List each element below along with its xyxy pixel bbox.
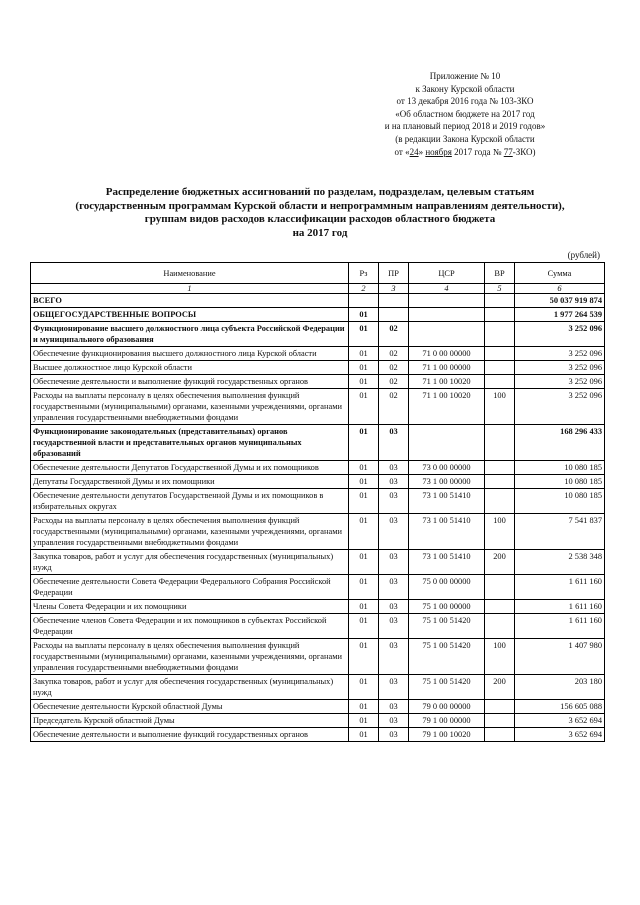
cell-pr: 03 [379,575,409,600]
cell-csr: 75 1 00 51420 [409,639,485,675]
cell-rz: 01 [349,614,379,639]
table-row [31,347,605,361]
cell-name: Председатель Курской областной Думы [31,714,349,728]
date-month: ноября [425,146,452,157]
column-numbering-row [31,284,605,294]
cell-rz: 01 [349,489,379,514]
header-name: Наименование [31,263,349,284]
table-row [31,675,605,700]
cell-vr: 100 [485,514,515,550]
table-row [31,700,605,714]
cell-rz: 01 [349,514,379,550]
cell-sum: 1 407 980 [515,639,605,675]
cell-vr [485,728,515,742]
date-day: 24 [409,146,419,157]
cell-vr [485,600,515,614]
appendix-line: от 13 декабря 2016 года № 103-ЗКО [396,96,534,107]
cell-name: Члены Совета Федерации и их помощники [31,600,349,614]
cell-rz: 01 [349,675,379,700]
cell-pr [379,308,409,322]
cell-pr: 03 [379,714,409,728]
cell-sum: 10 080 185 [515,489,605,514]
appendix-date-line [330,146,600,159]
cell-pr: 03 [379,700,409,714]
cell-rz: 01 [349,308,379,322]
cell-csr [409,322,485,347]
cell-sum: 3 252 096 [515,389,605,425]
table-row [31,614,605,639]
cell-pr: 03 [379,550,409,575]
cell-sum: 1 977 264 539 [515,308,605,322]
cell-pr: 03 [379,514,409,550]
cell-csr: 71 1 00 10020 [409,375,485,389]
cell-pr: 03 [379,475,409,489]
cell-name: Обеспечение деятельности Совета Федерации Федерального Собрания Российской Федерации [31,575,349,600]
law-number: 77 [503,146,513,157]
cell-name: ОБЩЕГОСУДАРСТВЕННЫЕ ВОПРОСЫ [31,308,349,322]
budget-table [30,262,605,742]
cell-sum: 3 252 096 [515,347,605,361]
col-number: 3 [379,284,409,294]
cell-name: Функционирование законодательных (представительных) органов государственной власти и представительных органов муниципальных образований [31,425,349,461]
date-year: 2017 года № [451,146,504,157]
cell-sum: 50 037 919 874 [515,294,605,308]
header-csr: ЦСР [409,263,485,284]
cell-rz: 01 [349,700,379,714]
cell-vr: 100 [485,639,515,675]
cell-csr: 73 1 00 51410 [409,489,485,514]
cell-vr [485,347,515,361]
cell-sum: 1 611 160 [515,600,605,614]
cell-rz: 01 [349,728,379,742]
appendix-line: к Закону Курской области [415,83,515,94]
col-number: 4 [409,284,485,294]
cell-pr: 03 [379,425,409,461]
cell-csr: 79 0 00 00000 [409,700,485,714]
cell-pr: 03 [379,675,409,700]
table-row [31,514,605,550]
cell-rz [349,294,379,308]
cell-name: Закупка товаров, работ и услуг для обеспечения государственных (муниципальных) нужд [31,550,349,575]
cell-name: ВСЕГО [31,294,349,308]
cell-name: Обеспечение деятельности Депутатов Государственной Думы и их помощников [31,461,349,475]
cell-name: Депутаты Государственной Думы и их помощники [31,475,349,489]
cell-name: Обеспечение функционирования высшего должностного лица Курской области [31,347,349,361]
cell-pr [379,294,409,308]
table-row [31,322,605,347]
header-vr: ВР [485,263,515,284]
table-body [31,294,605,742]
cell-pr: 02 [379,389,409,425]
table-row [31,308,605,322]
table-row [31,389,605,425]
cell-name: Обеспечение деятельности и выполнение функций государственных органов [31,375,349,389]
table-row [31,600,605,614]
cell-sum: 3 252 096 [515,322,605,347]
table-row [31,461,605,475]
units-label: (рублей) [567,250,600,260]
cell-name: Обеспечение деятельности и выполнение функций государственных органов [31,728,349,742]
cell-pr: 02 [379,322,409,347]
cell-sum: 203 180 [515,675,605,700]
cell-vr [485,375,515,389]
cell-csr: 75 1 00 51420 [409,614,485,639]
cell-sum: 2 538 348 [515,550,605,575]
cell-rz: 01 [349,361,379,375]
appendix-line: «Об областном бюджете на 2017 год [395,108,535,119]
cell-sum: 3 252 096 [515,361,605,375]
cell-name: Закупка товаров, работ и услуг для обеспечения государственных (муниципальных) нужд [31,675,349,700]
cell-name: Обеспечение деятельности Курской областной Думы [31,700,349,714]
cell-csr: 75 1 00 00000 [409,600,485,614]
cell-rz: 01 [349,425,379,461]
cell-name: Расходы на выплаты персоналу в целях обеспечения выполнения функций государственными (муниципальными) органами, казенными учреждениями, органами управления государственными внебюджетными фондами [31,514,349,550]
cell-sum: 3 252 096 [515,375,605,389]
header-pr: ПР [379,263,409,284]
table-row [31,489,605,514]
cell-rz: 01 [349,461,379,475]
cell-csr: 79 1 00 10020 [409,728,485,742]
cell-rz: 01 [349,550,379,575]
title-line: на 2017 год [292,226,348,239]
cell-vr [485,294,515,308]
cell-pr: 02 [379,375,409,389]
cell-csr: 79 1 00 00000 [409,714,485,728]
cell-pr: 03 [379,614,409,639]
cell-sum: 3 652 694 [515,714,605,728]
table-row [31,550,605,575]
appendix-line: (в редакции Закона Курской области [395,133,535,144]
cell-sum: 3 652 694 [515,728,605,742]
cell-csr [409,294,485,308]
cell-vr [485,461,515,475]
cell-sum: 10 080 185 [515,475,605,489]
table-row [31,475,605,489]
col-number: 2 [349,284,379,294]
table-row [31,575,605,600]
cell-vr [485,361,515,375]
cell-name: Расходы на выплаты персоналу в целях обеспечения выполнения функций государственными (муниципальными) органами, казенными учреждениями, органами управления государственными внебюджетными фондами [31,639,349,675]
title-line: группам видов расходов классификации расходов областного бюджета [144,213,496,225]
cell-csr: 75 1 00 51420 [409,675,485,700]
cell-vr [485,575,515,600]
cell-name: Функционирование высшего должностного лица субъекта Российской Федерации и муниципального образования [31,322,349,347]
cell-name: Обеспечение деятельности депутатов Государственной Думы и их помощников в избирательных округах [31,489,349,514]
cell-csr [409,308,485,322]
table-row [31,375,605,389]
table-row [31,714,605,728]
cell-vr [485,489,515,514]
document-title [40,186,600,240]
cell-pr: 03 [379,461,409,475]
cell-vr [485,614,515,639]
col-number: 5 [485,284,515,294]
date-prefix: от « [394,146,410,157]
appendix-header [330,70,600,158]
cell-vr [485,714,515,728]
table-row [31,361,605,375]
cell-pr: 02 [379,347,409,361]
cell-vr: 200 [485,550,515,575]
header-sum: Сумма [515,263,605,284]
cell-pr: 03 [379,489,409,514]
cell-vr [485,425,515,461]
cell-vr: 200 [485,675,515,700]
cell-sum: 156 605 088 [515,700,605,714]
cell-sum: 1 611 160 [515,614,605,639]
date-suffix: -ЗКО) [512,146,536,157]
col-number: 1 [31,284,349,294]
table-row [31,294,605,308]
cell-rz: 01 [349,322,379,347]
cell-vr [485,475,515,489]
cell-vr [485,322,515,347]
table-row [31,639,605,675]
cell-rz: 01 [349,375,379,389]
cell-name: Обеспечение членов Совета Федерации и их помощников в субъектах Российской Федерации [31,614,349,639]
col-number: 6 [515,284,605,294]
cell-rz: 01 [349,347,379,361]
cell-vr [485,308,515,322]
cell-sum: 1 611 160 [515,575,605,600]
cell-rz: 01 [349,639,379,675]
table-header-row [31,263,605,284]
cell-csr [409,425,485,461]
cell-csr: 75 0 00 00000 [409,575,485,600]
cell-csr: 73 0 00 00000 [409,461,485,475]
cell-vr [485,700,515,714]
cell-pr: 03 [379,639,409,675]
appendix-line: Приложение № 10 [429,71,501,81]
header-rz: Рз [349,263,379,284]
cell-vr: 100 [485,389,515,425]
cell-rz: 01 [349,600,379,614]
title-line: (государственным программам Курской области и непрограммным направлениям деятельности), [75,199,565,212]
cell-rz: 01 [349,714,379,728]
cell-rz: 01 [349,389,379,425]
date-mid: » [418,146,426,157]
cell-csr: 73 1 00 51410 [409,514,485,550]
cell-csr: 73 1 00 51410 [409,550,485,575]
cell-csr: 71 1 00 10020 [409,389,485,425]
title-line: Распределение бюджетных ассигнований по разделам, подразделам, целевым статьям [105,186,535,198]
cell-csr: 71 0 00 00000 [409,347,485,361]
cell-sum: 168 296 433 [515,425,605,461]
appendix-line: и на плановый период 2018 и 2019 годов» [384,121,546,132]
table-row [31,728,605,742]
cell-pr: 02 [379,361,409,375]
cell-csr: 71 1 00 00000 [409,361,485,375]
cell-name: Высшее должностное лицо Курской области [31,361,349,375]
cell-rz: 01 [349,475,379,489]
cell-rz: 01 [349,575,379,600]
cell-sum: 7 541 837 [515,514,605,550]
table-row [31,425,605,461]
cell-pr: 03 [379,600,409,614]
cell-name: Расходы на выплаты персоналу в целях обеспечения выполнения функций государственными (муниципальными) органами, казенными учреждениями, органами управления государственными внебюджетными фондами [31,389,349,425]
cell-sum: 10 080 185 [515,461,605,475]
cell-pr: 03 [379,728,409,742]
cell-csr: 73 1 00 00000 [409,475,485,489]
